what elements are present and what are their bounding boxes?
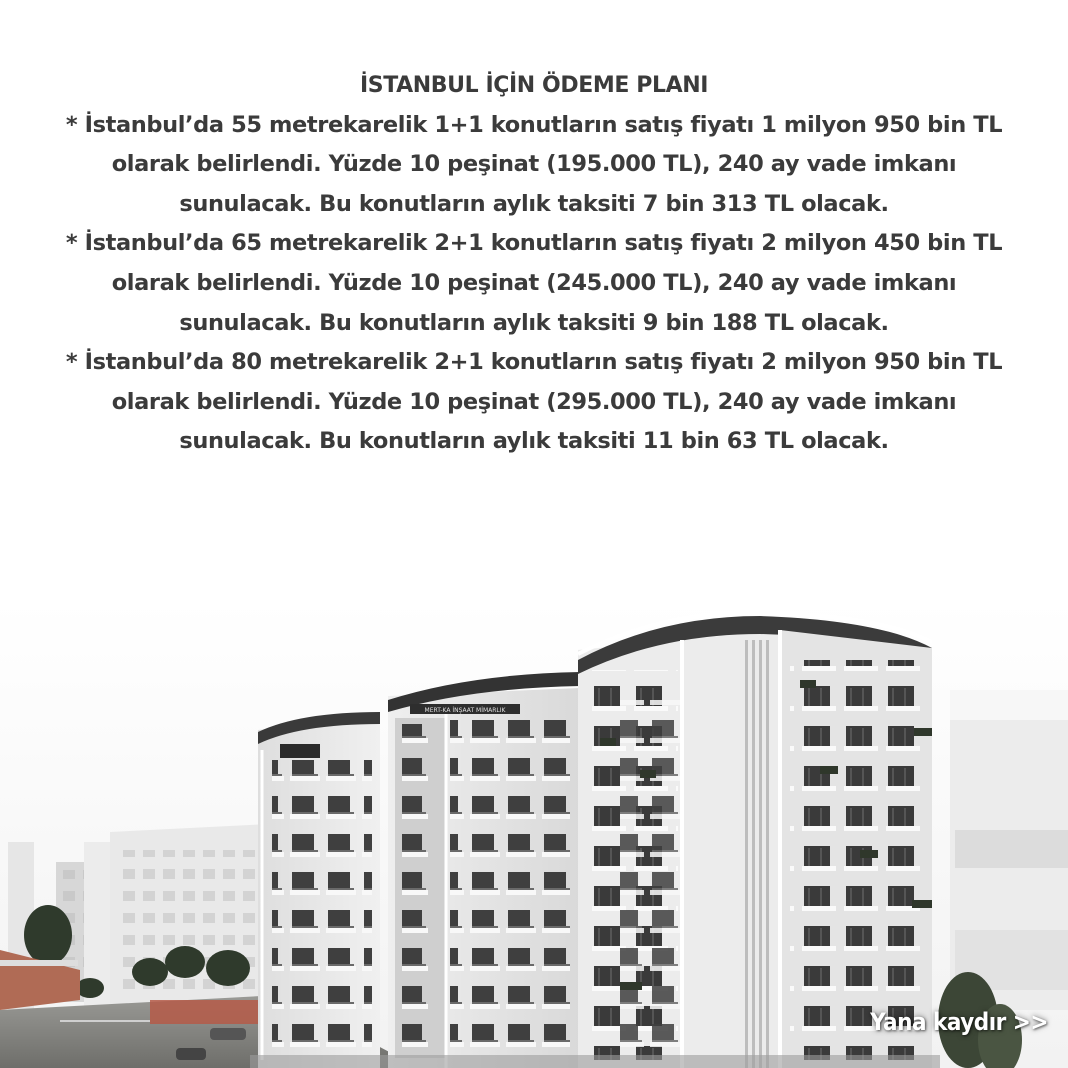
plan-item-1-line-1: * İstanbul’da 55 metrekarelik 1+1 konutların satış fiyatı 1 milyon 950 bin TL (65, 111, 1003, 138)
plan-item-1-line-3: sunulacak. Bu konutların aylık taksiti 7 bin 313 TL olacak. (179, 190, 889, 217)
plan-item-2-line-3: sunulacak. Bu konutların aylık taksiti 9 bin 188 TL olacak. (179, 309, 889, 336)
plan-item-3-line-2: olarak belirlendi. Yüzde 10 peşinat (295.000 TL), 240 ay vade imkanı (111, 388, 957, 415)
plan-item-2-line-1: * İstanbul’da 65 metrekarelik 2+1 konutların satış fiyatı 2 milyon 450 bin TL (65, 230, 1003, 257)
plan-item-1 (0, 106, 1068, 225)
plan-item-3 (0, 343, 1068, 462)
building-render-image (0, 600, 1068, 1068)
swipe-next-button[interactable]: Yana kaydır >> (870, 1008, 1048, 1036)
building-tower-3 (578, 612, 932, 1068)
plan-item-3-line-1: * İstanbul’da 80 metrekarelik 2+1 konutların satış fiyatı 2 milyon 950 bin TL (65, 349, 1003, 376)
payment-plan-text (0, 66, 1068, 462)
page-title: İSTANBUL İÇİN ÖDEME PLANI (359, 73, 708, 98)
building-sign: MERT-KA İNŞAAT MİMARLIK (424, 707, 506, 714)
building-tower-1 (258, 712, 380, 1068)
plan-item-3-line-3: sunulacak. Bu konutların aylık taksiti 11 bin 63 TL olacak. (179, 428, 889, 455)
building-tower-2 (388, 672, 580, 1068)
plan-item-1-line-2: olarak belirlendi. Yüzde 10 peşinat (195.000 TL), 240 ay vade imkanı (111, 151, 957, 178)
plan-item-2-line-2: olarak belirlendi. Yüzde 10 peşinat (245.000 TL), 240 ay vade imkanı (111, 269, 957, 296)
plan-item-2 (0, 224, 1068, 343)
